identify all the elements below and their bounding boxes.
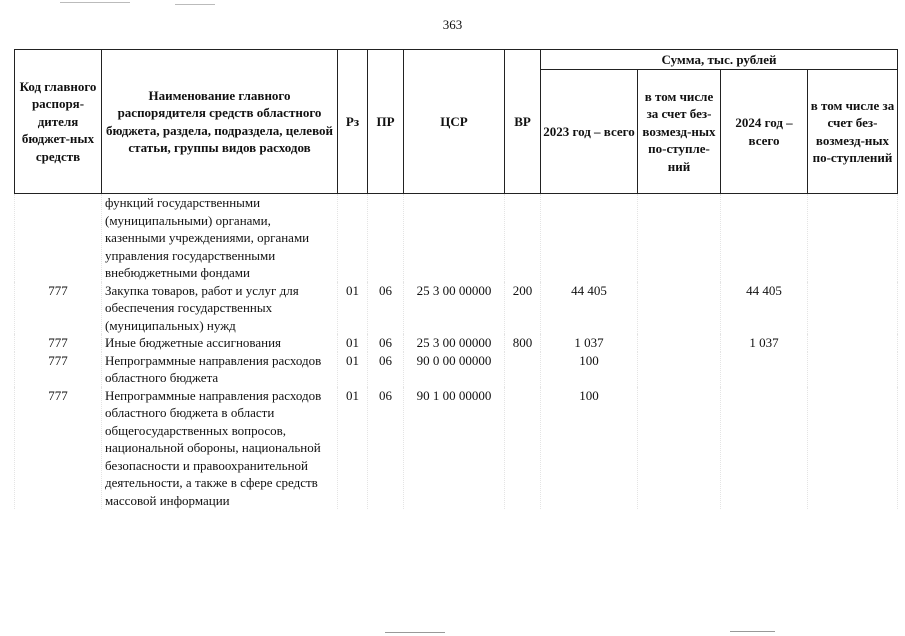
table-row: [15, 334, 898, 352]
header-2023-total: 2023 год – всего: [541, 70, 638, 194]
header-name: Наименование главного распорядителя средств областного бюджета, раздела, подраздела, целевой статьи, группы видов расходов: [102, 50, 338, 194]
table-row: [15, 194, 898, 282]
header-vr: ВР: [505, 50, 541, 194]
cell-2023-total: [541, 194, 638, 282]
cell-csr: 90 1 00 00000: [404, 387, 505, 510]
header-2023-gratis: в том числе за счет без-возмезд-ных по-ступле-ний: [638, 70, 721, 194]
cell-name: Непрограммные направления расходов областного бюджета: [102, 352, 338, 387]
cell-name: функций государственными (муниципальными) органами, казенными учреждениями, органами управления государственными внебюджетными фондами: [102, 194, 338, 282]
cell-code: 777: [15, 334, 102, 352]
cell-2024-total: [721, 194, 808, 282]
cell-2024-gratis: [808, 282, 898, 335]
cell-name: Иные бюджетные ассигнования: [102, 334, 338, 352]
header-2024-gratis: в том числе за счет без-возмезд-ных по-ступлений: [808, 70, 898, 194]
cell-code: 777: [15, 387, 102, 510]
header-pr: ПР: [368, 50, 404, 194]
table-body: [15, 194, 898, 510]
cell-2024-total: 1 037: [721, 334, 808, 352]
cell-csr: [404, 194, 505, 282]
cell-2024-gratis: [808, 194, 898, 282]
scan-artifact: [385, 632, 445, 633]
table-row: [15, 282, 898, 335]
cell-csr: 25 3 00 00000: [404, 334, 505, 352]
cell-vr: [505, 352, 541, 387]
page-number: 363: [442, 17, 463, 32]
table-row: [15, 352, 898, 387]
cell-csr: 25 3 00 00000: [404, 282, 505, 335]
cell-2023-gratis: [638, 194, 721, 282]
cell-2023-total: 1 037: [541, 334, 638, 352]
cell-pr: 06: [368, 282, 404, 335]
cell-2023-total: 44 405: [541, 282, 638, 335]
cell-2023-gratis: [638, 282, 721, 335]
header-rz: Рз: [338, 50, 368, 194]
cell-rz: [338, 194, 368, 282]
cell-2024-total: [721, 387, 808, 510]
cell-2023-gratis: [638, 352, 721, 387]
cell-vr: 800: [505, 334, 541, 352]
cell-pr: [368, 194, 404, 282]
cell-pr: 06: [368, 352, 404, 387]
cell-vr: [505, 194, 541, 282]
cell-csr: 90 0 00 00000: [404, 352, 505, 387]
cell-2024-gratis: [808, 352, 898, 387]
scan-artifact: [175, 4, 215, 5]
cell-code: 777: [15, 352, 102, 387]
header-sum-group: Сумма, тыс. рублей: [541, 50, 898, 70]
cell-rz: 01: [338, 352, 368, 387]
cell-rz: 01: [338, 334, 368, 352]
cell-name: Закупка товаров, работ и услуг для обеспечения государственных (муниципальных) нужд: [102, 282, 338, 335]
cell-2023-gratis: [638, 387, 721, 510]
budget-table: [14, 49, 898, 509]
cell-2023-total: 100: [541, 352, 638, 387]
cell-pr: 06: [368, 334, 404, 352]
cell-code: 777: [15, 282, 102, 335]
cell-2024-total: 44 405: [721, 282, 808, 335]
scan-artifact: [730, 631, 775, 632]
cell-rz: 01: [338, 387, 368, 510]
cell-2023-total: 100: [541, 387, 638, 510]
table-row: [15, 387, 898, 510]
cell-2023-gratis: [638, 334, 721, 352]
cell-name: Непрограммные направления расходов областного бюджета в области общегосударственных вопросов, национальной обороны, национальной безопасности и правоохранительной деятельности, а также в сфере средств массовой информации: [102, 387, 338, 510]
table-header: [15, 50, 898, 194]
header-2024-total: 2024 год – всего: [721, 70, 808, 194]
cell-2024-total: [721, 352, 808, 387]
cell-pr: 06: [368, 387, 404, 510]
header-csr: ЦСР: [404, 50, 505, 194]
cell-code: [15, 194, 102, 282]
cell-2024-gratis: [808, 334, 898, 352]
header-code: Код главного распоря-дителя бюджет-ных средств: [15, 50, 102, 194]
cell-vr: [505, 387, 541, 510]
scan-artifact: [60, 2, 130, 3]
cell-2024-gratis: [808, 387, 898, 510]
cell-vr: 200: [505, 282, 541, 335]
cell-rz: 01: [338, 282, 368, 335]
